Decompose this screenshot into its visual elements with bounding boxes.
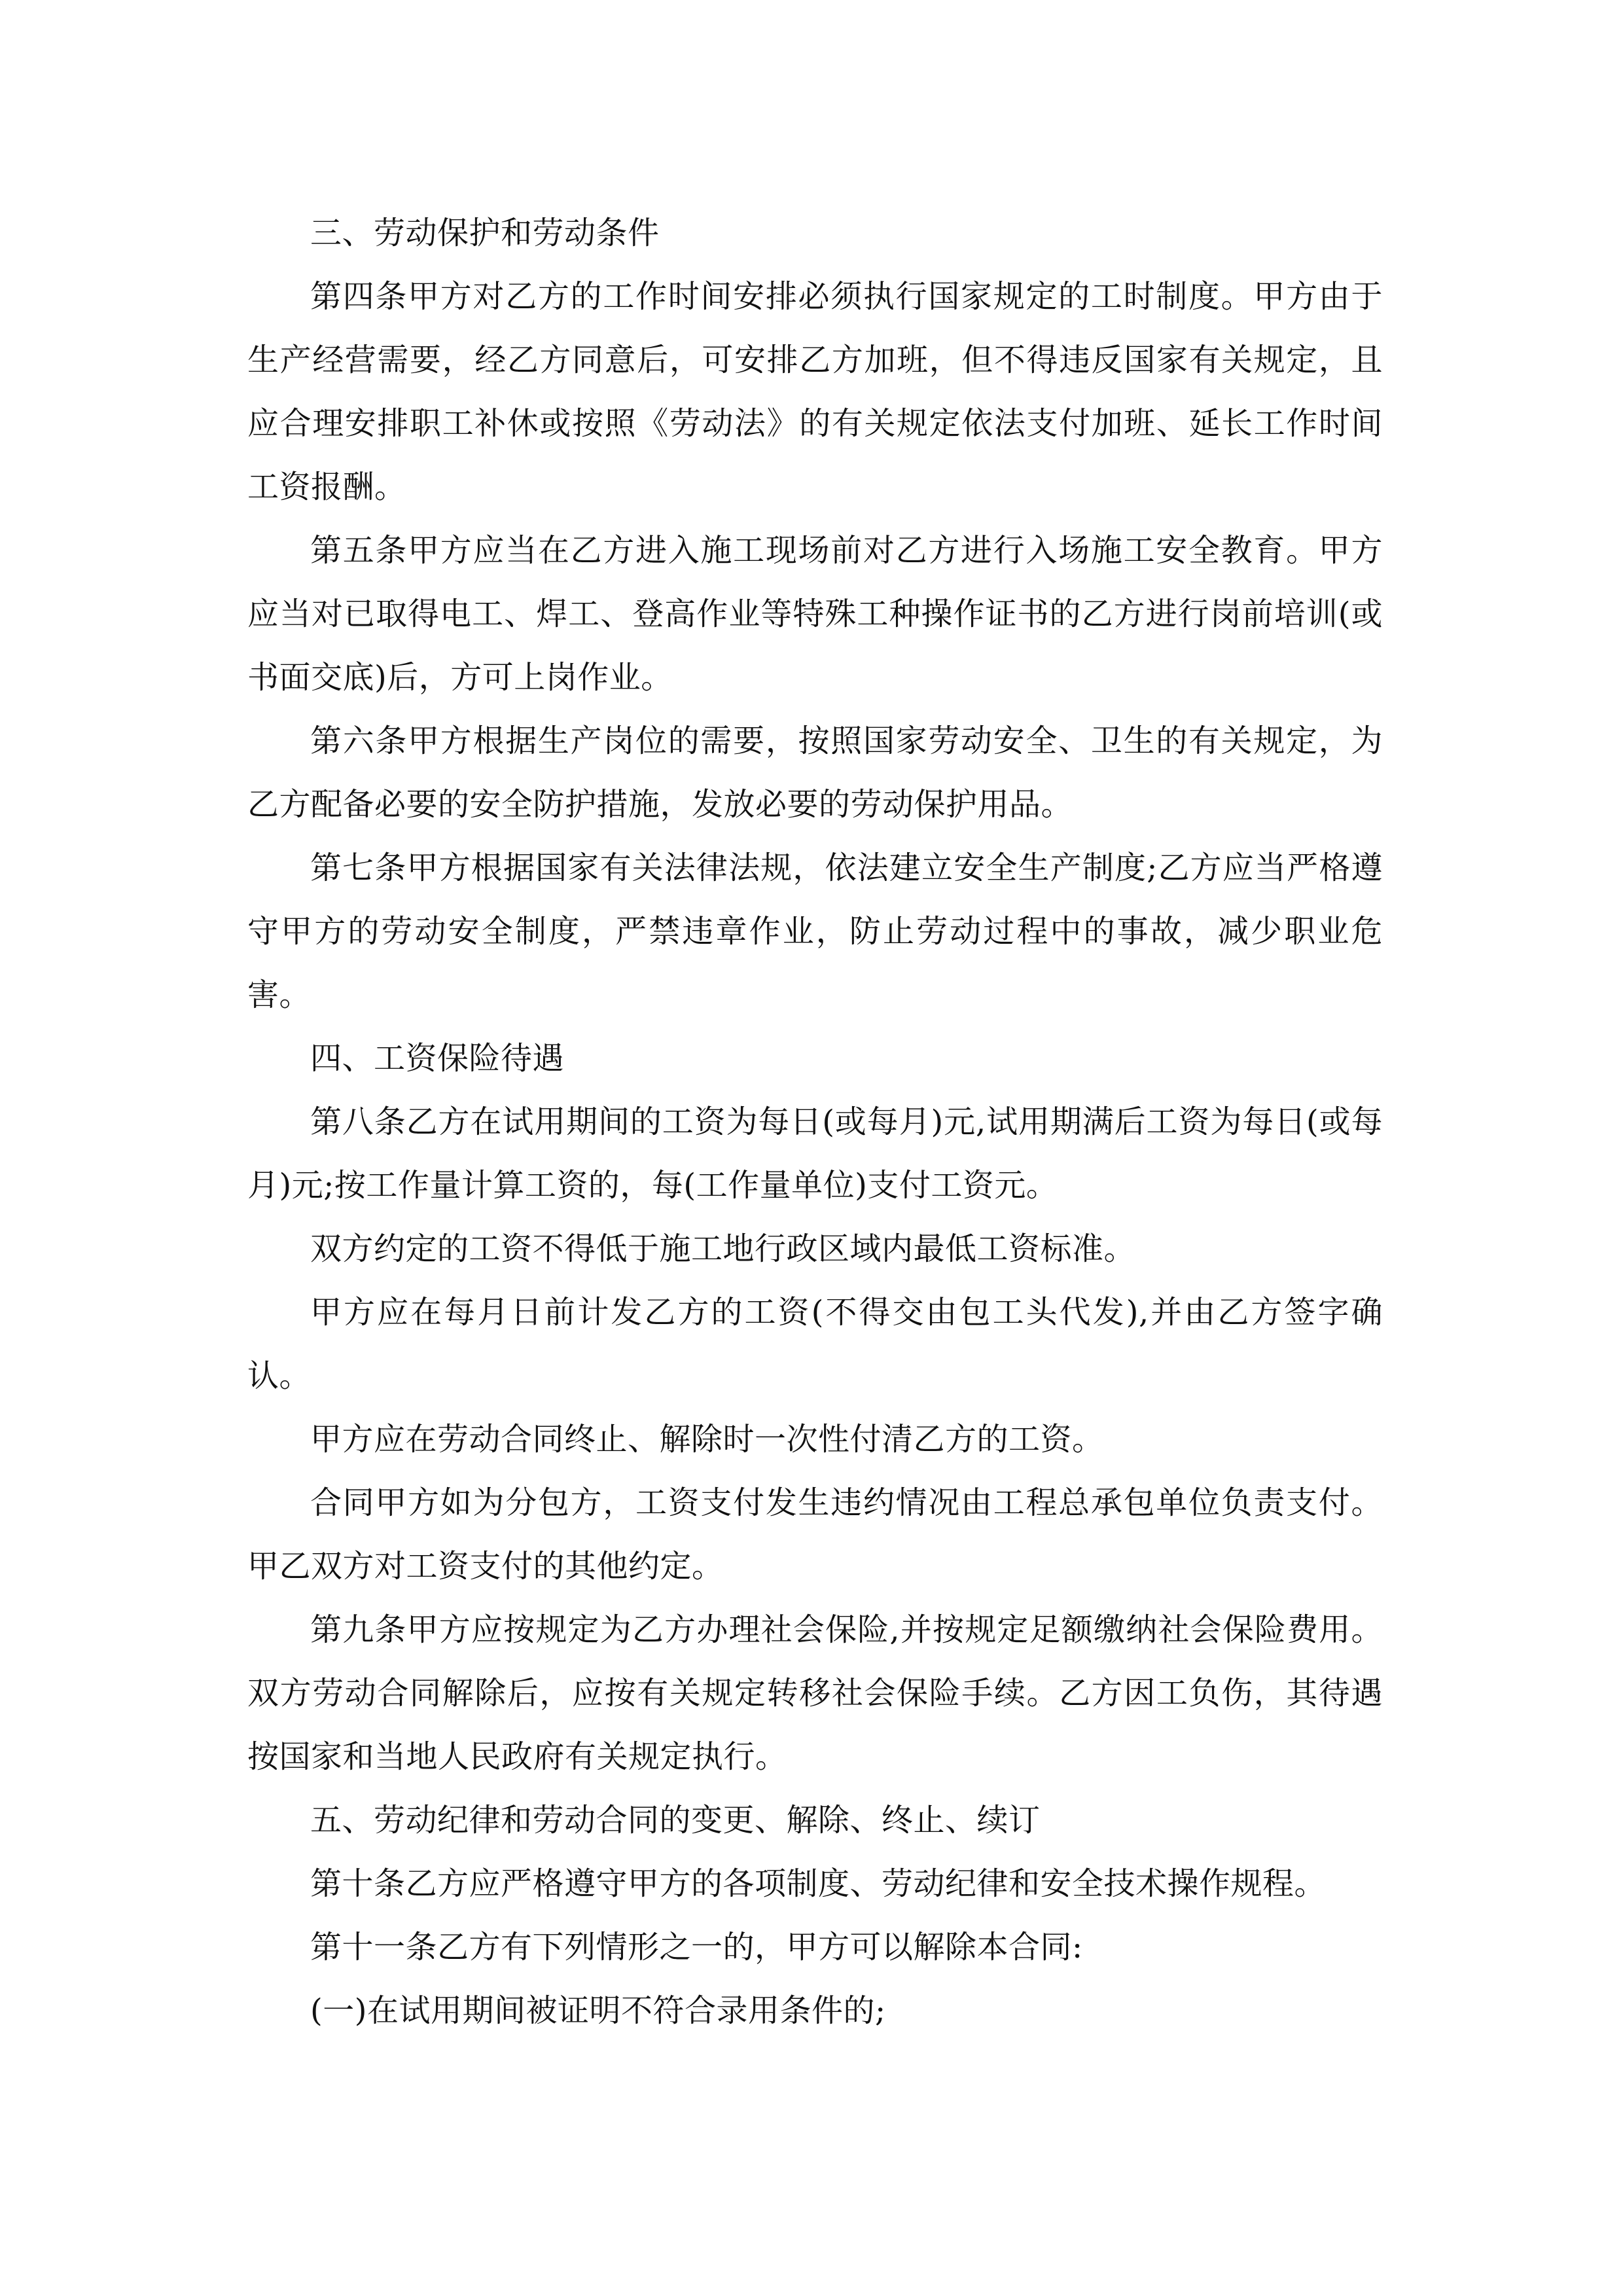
section-heading-labor-protection: 三、劳动保护和劳动条件 xyxy=(310,215,660,251)
minimum-wage-paragraph: 双方约定的工资不得低于施工地行政区域内最低工资标准。 xyxy=(310,1230,1136,1267)
article-11-paragraph: 第十一条乙方有下列情形之一的，甲方可以解除本合同: xyxy=(310,1929,1083,1965)
article-6-paragraph: 第六条甲方根据生产岗位的需要，按照国家劳动安全、卫生的有关规定，为乙方配备必要的安全防护措施，发放必要的劳动保护用品。 xyxy=(247,723,1383,823)
section-heading-wages-insurance: 四、工资保险待遇 xyxy=(310,1040,565,1077)
article-11-item-1: (一)在试用期间被证明不符合录用条件的; xyxy=(310,1992,886,2029)
article-10-paragraph: 第十条乙方应严格遵守甲方的各项制度、劳动纪律和安全技术操作规程。 xyxy=(310,1865,1327,1902)
final-wage-paragraph: 甲方应在劳动合同终止、解除时一次性付清乙方的工资。 xyxy=(310,1421,1104,1458)
article-8-paragraph: 第八条乙方在试用期间的工资为每日(或每月)元,试用期满后工资为每日(或每月)元;按工作量计算工资的，每(工作量单位)支付工资元。 xyxy=(247,1103,1383,1204)
article-5-paragraph: 第五条甲方应当在乙方进入施工现场前对乙方进行入场施工安全教育。甲方应当对已取得电工、焊工、登高作业等特殊工种操作证书的乙方进行岗前培训(或书面交底)后，方可上岗作业。 xyxy=(247,532,1383,696)
article-4-paragraph: 第四条甲方对乙方的工作时间安排必须执行国家规定的工时制度。甲方由于生产经营需要，经乙方同意后，可安排乙方加班，但不得违反国家有关规定，且应合理安排职工补休或按照《劳动法》的有关规定依法支付加班、延长工作时间工资报酬。 xyxy=(247,278,1383,505)
article-7-paragraph: 第七条甲方根据国家有关法律法规，依法建立安全生产制度;乙方应当严格遵守甲方的劳动安全制度，严禁违章作业，防止劳动过程中的事故，减少职业危害。 xyxy=(247,850,1383,1013)
section-heading-labor-discipline: 五、劳动纪律和劳动合同的变更、解除、终止、续订 xyxy=(310,1802,1041,1839)
article-9-paragraph: 第九条甲方应按规定为乙方办理社会保险,并按规定足额缴纳社会保险费用。双方劳动合同解除后，应按有关规定转移社会保险手续。乙方因工负伤，其待遇按国家和当地人民政府有关规定执行。 xyxy=(247,1611,1383,1775)
document-body xyxy=(247,202,1383,2043)
wage-payment-date-paragraph: 甲方应在每月日前计发乙方的工资(不得交由包工头代发),并由乙方签字确认。 xyxy=(247,1294,1383,1394)
subcontractor-wage-paragraph: 合同甲方如为分包方，工资支付发生违约情况由工程总承包单位负责支付。甲乙双方对工资支付的其他约定。 xyxy=(247,1484,1383,1585)
